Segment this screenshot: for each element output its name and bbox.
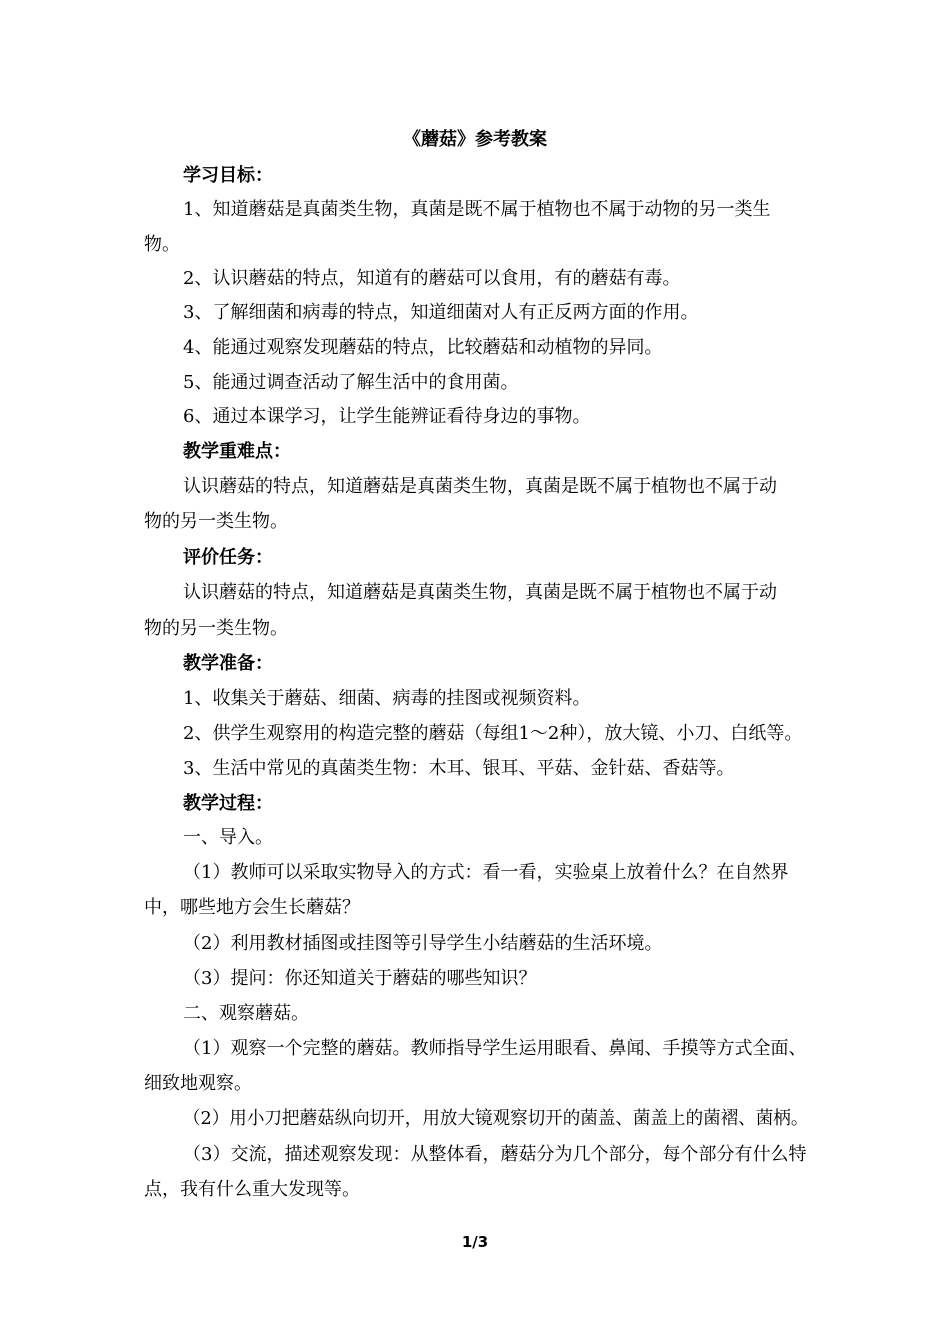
document-title: 《蘑菇》参考教案: [403, 129, 547, 150]
goal-item-3: 3、了解细菌和病毒的特点，知道细菌对人有正反两方面的作用。: [183, 302, 699, 323]
goal-item-2: 2、认识蘑菇的特点，知道有的蘑菇可以食用，有的蘑菇有毒。: [183, 268, 681, 289]
process-line-5: （3）提问：你还知道关于蘑菇的哪些知识？: [183, 968, 537, 989]
process-line-1: 一、导入。: [183, 827, 273, 848]
goal-item-4: 4、能通过观察发现蘑菇的特点，比较蘑菇和动植物的异同。: [183, 337, 663, 358]
goal-item-5: 5、能通过调查活动了解生活中的食用菌。: [183, 372, 519, 393]
preparation-heading: 教学准备：: [183, 653, 273, 674]
evaluation-line-1: 认识蘑菇的特点，知道蘑菇是真菌类生物，真菌是既不属于植物也不属于动: [183, 582, 777, 603]
process-line-11: 点，我有什么重大发现等。: [144, 1179, 360, 1200]
process-heading: 教学过程：: [183, 793, 273, 814]
evaluation-line-2: 物的另一类生物。: [144, 618, 288, 639]
process-line-7: （1）观察一个完整的蘑菇。教师指导学生运用眼看、鼻闻、手摸等方式全面、: [183, 1038, 807, 1059]
goals-heading: 学习目标：: [183, 165, 273, 186]
process-line-9: （2）用小刀把蘑菇纵向切开，用放大镜观察切开的菌盖、菌盖上的菌褶、菌柄。: [183, 1108, 809, 1129]
process-line-8: 细致地观察。: [144, 1073, 252, 1094]
key-points-line-1: 认识蘑菇的特点，知道蘑菇是真菌类生物，真菌是既不属于植物也不属于动: [183, 476, 777, 497]
preparation-item-1: 1、收集关于蘑菇、细菌、病毒的挂图或视频资料。: [183, 688, 591, 709]
goal-item-1: 1、知道蘑菇是真菌类生物，真菌是既不属于植物也不属于动物的另一类生: [183, 199, 771, 220]
page-number: 1/3: [461, 1233, 489, 1251]
process-line-2: （1）教师可以采取实物导入的方式：看一看，实验桌上放着什么？在自然界: [183, 862, 789, 883]
preparation-item-3: 3、生活中常见的真菌类生物：木耳、银耳、平菇、金针菇、香菇等。: [183, 758, 735, 779]
process-line-6: 二、观察蘑菇。: [183, 1003, 309, 1024]
evaluation-heading: 评价任务：: [183, 547, 273, 568]
process-line-10: （3）交流，描述观察发现：从整体看，蘑菇分为几个部分，每个部分有什么特: [183, 1144, 807, 1165]
goal-item-1-continued: 物。: [144, 234, 180, 255]
preparation-item-2: 2、供学生观察用的构造完整的蘑菇（每组1～2种），放大镜、小刀、白纸等。: [183, 723, 803, 744]
process-line-3: 中，哪些地方会生长蘑菇？: [144, 897, 360, 918]
goal-item-6: 6、通过本课学习，让学生能辨证看待身边的事物。: [183, 406, 591, 427]
key-points-heading: 教学重难点：: [183, 441, 291, 462]
key-points-line-2: 物的另一类生物。: [144, 511, 288, 532]
process-line-4: （2）利用教材插图或挂图等引导学生小结蘑菇的生活环境。: [183, 933, 663, 954]
